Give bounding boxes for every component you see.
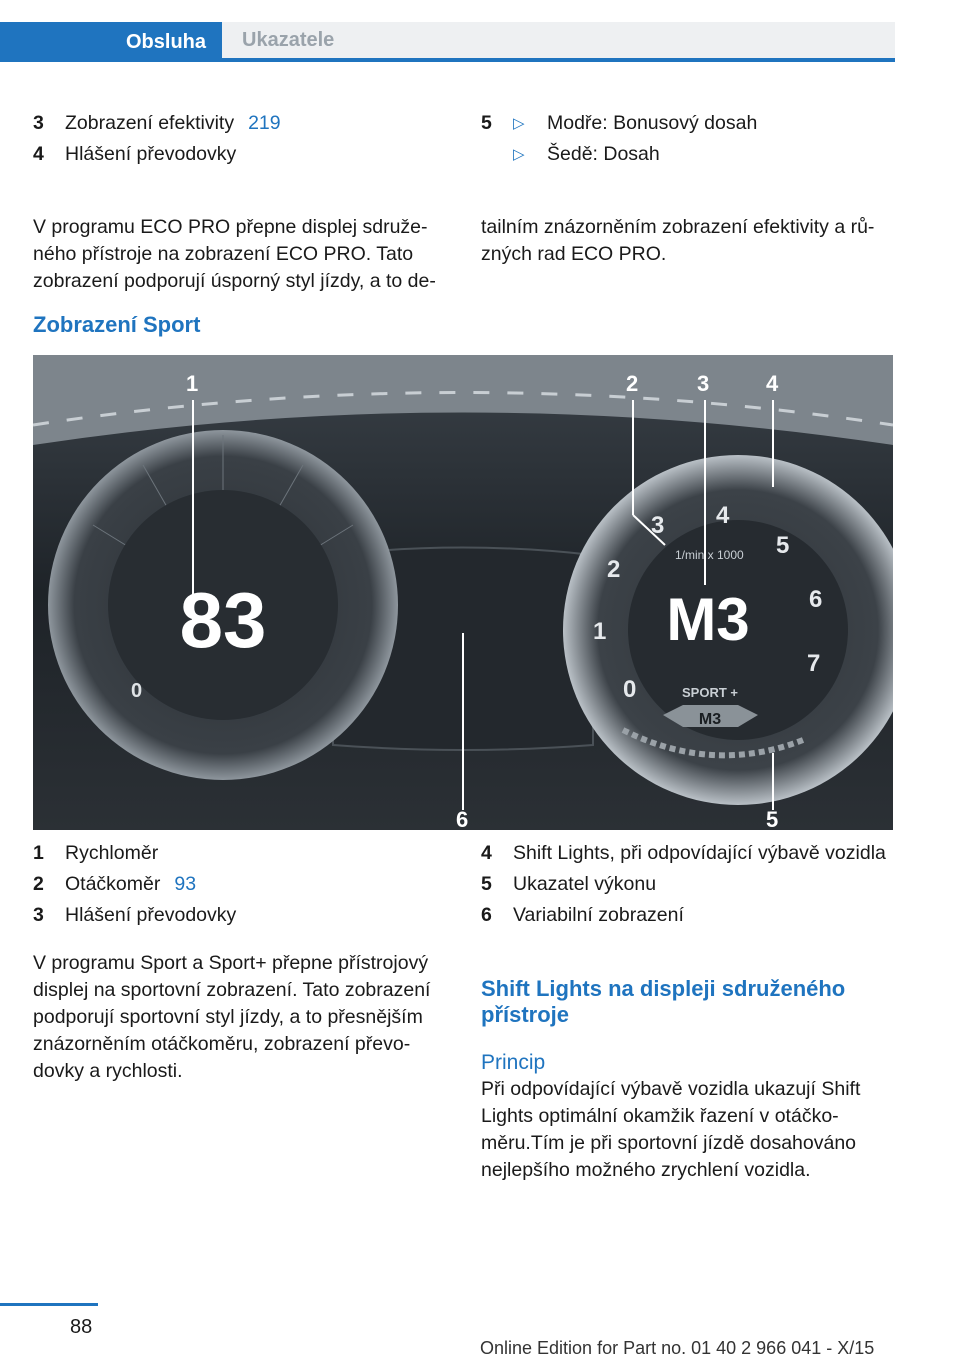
mode-gear-label: M3	[698, 711, 722, 728]
princip-title: Princip	[481, 1051, 546, 1074]
item-label: Rychloměr	[65, 842, 159, 864]
rpm-tick-2: 2	[607, 556, 621, 583]
item-number: 5	[481, 112, 492, 134]
tab-obsluha-label: Obsluha	[125, 30, 206, 53]
list-item	[33, 900, 453, 931]
legend-left	[33, 838, 453, 931]
top-right-list	[481, 108, 901, 170]
header-tabs	[0, 22, 895, 62]
rpm-tick-4: 4	[716, 502, 730, 529]
callout-6: 6	[456, 807, 469, 830]
callout-1: 1	[186, 371, 199, 396]
rpm-unit-label: 1/min x 1000	[675, 548, 744, 562]
triangle-bullet-icon: ▷	[513, 146, 525, 163]
page-ref-link[interactable]: 93	[174, 873, 197, 895]
rpm-tick-1: 1	[593, 618, 607, 645]
list-item	[481, 900, 921, 931]
legend-right	[481, 838, 921, 931]
rpm-tick-6: 6	[809, 586, 823, 613]
footer-rule	[0, 1303, 98, 1306]
rpm-tick-0: 0	[623, 676, 637, 703]
item-number: 3	[33, 904, 44, 926]
list-item	[481, 139, 901, 170]
triangle-bullet-icon: ▷	[513, 115, 525, 132]
princip-text: Při odpovídající výbavě vozidla ukazují Shift Lights optimální okamžik řazení v otáčko-měru.Tím je při sportovní jízdě dosahováno nejlepšího možného zrychlení vozidla.	[481, 1078, 861, 1181]
page-ref-link[interactable]: 219	[248, 112, 281, 134]
footer-edition: Online Edition for Part no. 01 40 2 966 041 - X/15	[480, 1338, 875, 1358]
item-label: Otáčkoměr	[65, 873, 161, 895]
mode-label: SPORT +	[682, 685, 738, 700]
item-number: 2	[33, 873, 44, 895]
callout-4: 4	[766, 371, 779, 396]
callout-3: 3	[697, 371, 710, 396]
paragraph-eco-left: V programu ECO PRO přepne displej sdruže-ného přístroje na zobrazení ECO PRO. Tato zobrazení podporují úsporný styl jízdy, a to de-	[33, 216, 436, 292]
item-number: 6	[481, 904, 492, 926]
list-item	[33, 108, 453, 139]
tab-ukazatele-label: Ukazatele	[242, 28, 335, 51]
shift-lights-section	[481, 976, 881, 1184]
section-title: Zobrazení Sport	[33, 312, 201, 337]
sub-item-label: Modře: Bonusový dosah	[547, 112, 758, 134]
callout-2: 2	[626, 371, 639, 396]
list-item	[481, 838, 921, 869]
list-item	[33, 139, 453, 170]
page-number: 88	[70, 1316, 93, 1338]
tab-obsluha[interactable]	[0, 22, 222, 62]
callout-5: 5	[766, 807, 779, 830]
list-item	[481, 869, 921, 900]
speed-zero-label: 0	[131, 680, 143, 702]
item-label: Zobrazení efektivity	[65, 112, 235, 134]
top-left-list	[33, 108, 453, 170]
shift-lights-title: Shift Lights na displeji sdruženého přístroje	[481, 976, 846, 1027]
item-label: Hlášení převodovky	[65, 143, 237, 165]
instrument-cluster-figure	[33, 355, 893, 830]
paragraph-eco-right: tailním znázorněním zobrazení efektivity a rů-zných rad ECO PRO.	[481, 216, 875, 265]
rpm-tick-3: 3	[651, 512, 665, 539]
list-item	[481, 108, 901, 139]
item-number: 1	[33, 842, 44, 864]
item-label: Variabilní zobrazení	[513, 904, 684, 926]
item-label: Hlášení převodovky	[65, 904, 237, 926]
sub-item-label: Šedě: Dosah	[547, 143, 660, 165]
paragraph-sport: V programu Sport a Sport+ přepne přístrojový displej na sportovní zobrazení. Tato zobrazení podporují sportovní styl jízdy, a to přesnějším znázorněním otáčkoměru, zobrazení převo-dovky a rychlosti.	[33, 952, 431, 1082]
item-number: 4	[481, 842, 492, 864]
tab-ukazatele[interactable]	[222, 22, 895, 58]
list-item	[33, 838, 453, 869]
item-number: 4	[33, 143, 44, 165]
list-item	[33, 869, 453, 900]
item-label: Shift Lights, při odpovídající výbavě vozidla	[513, 842, 886, 864]
item-label: Ukazatel výkonu	[513, 873, 657, 895]
tab-underline	[222, 58, 895, 62]
gear-value: M3	[666, 586, 750, 653]
item-number: 5	[481, 873, 492, 895]
speed-value: 83	[179, 576, 267, 664]
item-number: 3	[33, 112, 44, 134]
rpm-tick-7: 7	[807, 650, 821, 677]
rpm-tick-5: 5	[776, 532, 790, 559]
